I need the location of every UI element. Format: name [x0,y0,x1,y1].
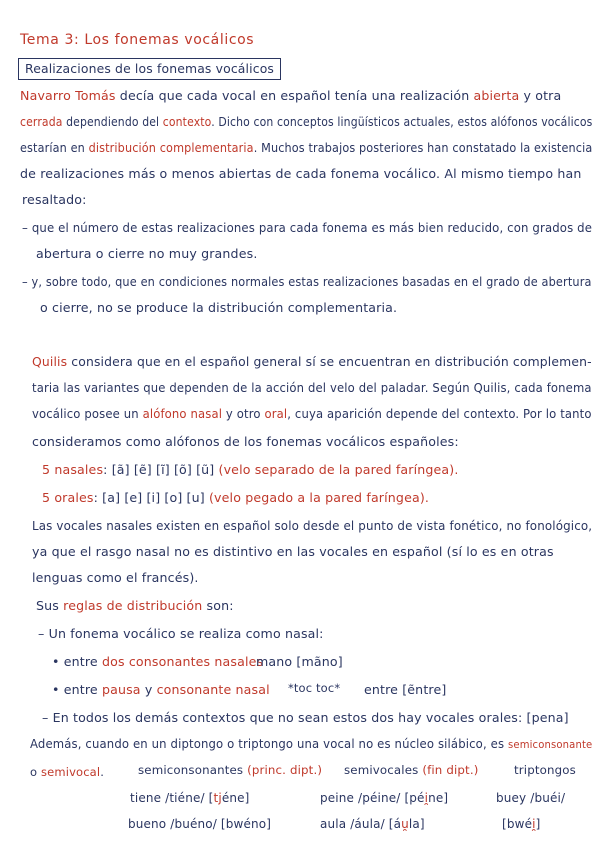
col-header-semivocales [344,762,478,778]
highlight: i̯ [424,791,429,805]
p1-bullet-1-cont: abertura o cierre no muy grandes. [36,246,258,261]
text: considera que en el español general sí se encuentran en distribución complemen- [67,354,592,369]
author-navarro: Navarro Tomás [20,88,116,103]
text: , cuya aparición depende del contexto. Por lo tanto [287,406,592,421]
keyword-semiconsonante: semiconsonante [508,739,593,751]
text: . [100,765,105,779]
keyword-pausa: pausa [101,682,141,697]
text: aula /áula/ [á [320,817,402,831]
p3-line-2: – Un fonema vocálico se realiza como nasal: [38,626,324,641]
p1-bullet-2: – y, sobre todo, que en condiciones normales estas realizaciones basadas en el grado de abertura [22,274,592,289]
text: o [30,765,41,779]
keyword-oral: oral [264,406,288,421]
col-header-triptongos: triptongos [514,763,576,777]
rule-1 [52,654,263,670]
keyword-semivocal: semivocal [41,765,101,779]
author-quilis: Quilis [32,354,68,369]
rule-2-example: entre [ẽntre] [364,682,447,697]
page-title: Tema 3: Los fonemas vocálicos [20,32,255,48]
p1-bullet-1: – que el número de estas realizaciones para cada fonema es más bien reducido, con grados de [22,220,593,235]
orales-symbols: : [a] [e] [i] [o] [u] [93,490,209,505]
p1-line-1 [20,88,561,104]
highlight: i̯ [532,817,536,831]
col-header-semiconsonantes [138,762,322,778]
keyword-cerrada: cerrada [20,114,63,129]
text: decía que cada vocal en español tenía una realización [115,88,474,103]
example-buey: buey /buéi/ [496,791,566,805]
note: (fin dipt.) [422,763,479,777]
text: son: [202,598,234,613]
p2-line-7: lenguas como el francés). [32,570,199,585]
keyword-alofono-nasal: alófono nasal [142,406,223,421]
text: peine /péine/ [pé [320,791,425,805]
text: semivocales [344,763,423,777]
highlight: u̯ [401,817,409,831]
p3-line-5 [30,764,104,780]
orales-label: 5 orales [42,490,94,505]
text: • entre [52,682,102,697]
p1-line-3 [20,140,592,156]
nasales-symbols: : [ã] [ẽ] [ĩ] [õ] [ũ] [103,462,219,477]
p2-line-1 [32,354,592,370]
p2-line-5: Las vocales nasales existen en español solo desde el punto de vista fonético, no fonológico, [32,518,593,533]
rule-2-aside: *toc toc* [288,681,341,695]
p3-line-4 [30,736,592,753]
nasales-label: 5 nasales [42,462,104,477]
p3-line-3: – En todos los demás contextos que no sean estos dos hay vocales orales: [pena] [42,710,569,725]
text: [bwé [502,817,533,831]
text: tiene /tiéne/ [ [130,791,214,805]
orales-note: (velo pegado a la pared faríngea). [208,490,430,505]
example-bueno: bueno /buéno/ [bwéno] [128,817,272,831]
section-heading: Realizaciones de los fonemas vocálicos [18,58,281,80]
p1-line-4: de realizaciones más o menos abiertas de cada fonema vocálico. Al mismo tiempo han [20,166,582,181]
text: Sus [36,598,64,613]
rule-2 [52,682,270,698]
example-buey-ipa [502,816,540,832]
text: y otro [222,406,265,421]
text: Además, cuando en un diptongo o triptongo una vocal no es núcleo silábico, es [30,737,509,751]
keyword-reglas: reglas de distribución [63,598,203,613]
p3-line-1 [36,598,234,614]
example-aula [320,816,425,832]
nasales-note: (velo separado de la pared faríngea). [218,462,459,477]
p2-line-3 [32,406,592,422]
p2-line-2: taria las variantes que dependen de la acción del velo del paladar. Según Quilis, cada fonema [32,380,592,395]
text: éne] [221,791,250,805]
text: la] [408,817,425,831]
orales-line [42,490,429,506]
p1-line-5: resaltado: [22,192,87,207]
p2-line-6: ya que el rasgo nasal no es distintivo en las vocales en español (sí lo es en otras [32,544,554,559]
p1-line-2 [20,114,592,130]
keyword-distribucion: distribución complementaria [88,140,254,155]
example-peine [320,790,448,806]
p2-line-4: consideramos como alófonos de los fonemas vocálicos españoles: [32,434,459,449]
text: • entre [52,654,102,669]
p1-bullet-2-cont: o cierre, no se produce la distribución complementaria. [40,300,398,315]
text: semiconsonantes [138,763,248,777]
text: ] [535,817,541,831]
keyword-contexto: contexto [162,114,212,129]
text: ne] [428,791,449,805]
keyword-consonantes-nasales: dos consonantes nasales [101,654,264,669]
text: estarían en [20,140,89,155]
text: y otra [519,88,562,103]
rule-1-example: mano [mãno] [256,654,343,669]
note: (princ. dipt.) [247,763,323,777]
text: dependiendo del [62,114,163,129]
text: vocálico posee un [32,406,143,421]
keyword-consonante-nasal: consonante nasal [156,682,270,697]
text: y [140,682,157,697]
example-tiene [130,790,249,806]
nasales-line [42,462,459,478]
text: . Muchos trabajos posteriores han constatado la existencia [253,140,593,155]
keyword-abierta: abierta [473,88,520,103]
highlight: tj [213,791,222,805]
text: . Dicho con conceptos lingüísticos actuales, estos alófonos vocálicos [211,114,593,129]
